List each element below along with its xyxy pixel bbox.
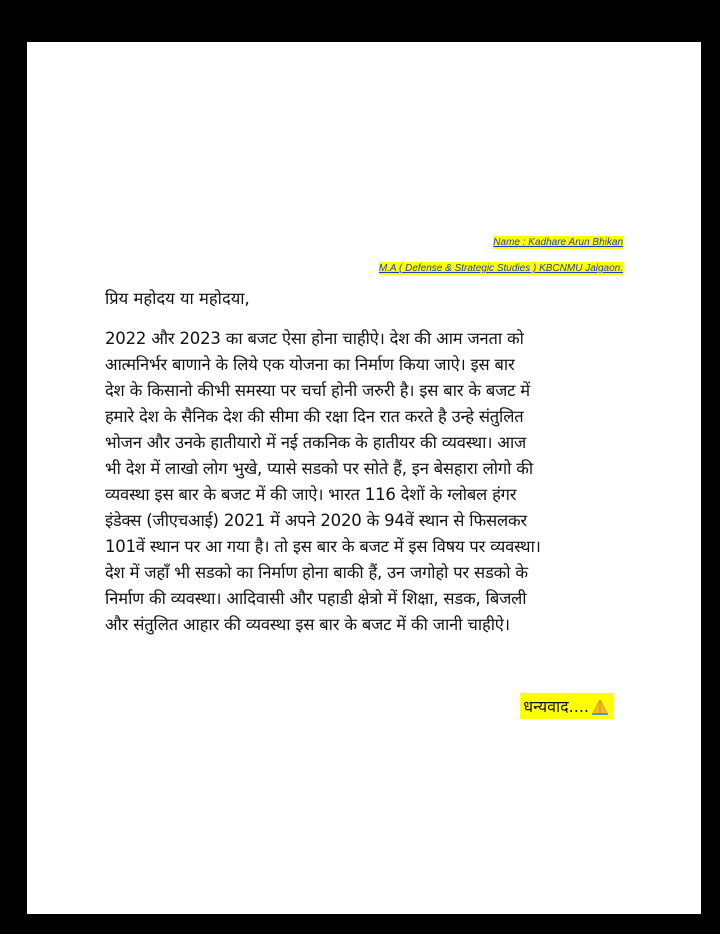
folded-hands-icon [590, 699, 610, 715]
salutation: प्रिय महोदय या महोदया, [105, 289, 250, 308]
body-line: भी देश में लाखो लोग भुखे, प्यासे सडको पर सोते हैं, इन बेसहारा लोगो की [105, 459, 533, 478]
body-line: निर्माण की व्यवस्था। आदिवासी और पहाडी क्षेत्रो में शिक्षा, सडक, बिजली [105, 589, 527, 608]
letter-body [105, 326, 635, 638]
body-line: हमारे देश के सैनिक देश की सीमा की रक्षा दिन रात करते है उन्हे संतुलित [105, 407, 524, 426]
body-line: भोजन और उनके हातीयारो में नई तकनिक के हातीयर की व्यवस्था। आज [105, 433, 527, 452]
author-name: Name : Kadhare Arun Bhikan [493, 237, 623, 248]
body-line: इंडेक्स (जीएचआई) 2021 में अपने 2020 के 94वें स्थान से फिसलकर [105, 511, 527, 530]
body-line: 2022 और 2023 का बजट ऐसा होना चाहीऐ। देश की आम जनता को [105, 329, 524, 348]
body-line: आत्मनिर्भर बाणाने के लिये एक योजना का निर्माण किया जाऐ। इस बार [105, 355, 515, 374]
body-line: 101वें स्थान पर आ गया है। तो इस बार के बजट में इस विषय पर व्यवस्था। [105, 537, 541, 556]
closing-thanks [520, 693, 613, 719]
closing-text: धन्यवाद.... [523, 697, 589, 716]
body-line: देश में जहाँ भी सडको का निर्माण होना बाकी हैं, उन जगोहो पर सडको के [105, 563, 528, 582]
letter-page [27, 42, 701, 914]
body-line: और संतुलित आहार की व्यवस्था इस बार के बजट में की जानी चाहीऐ। [105, 615, 510, 634]
body-line: व्यवस्था इस बार के बजट में की जाऐ। भारत 116 देशों के ग्लोबल हंगर [105, 485, 517, 504]
author-affiliation: M.A ( Defense & Strategic Studies ) KBCNMU Jalgaon. [378, 263, 623, 274]
body-line: देश के किसानो कीभी समस्या पर चर्चा होनी जरुरी है। इस बार के बजट में [105, 381, 530, 400]
